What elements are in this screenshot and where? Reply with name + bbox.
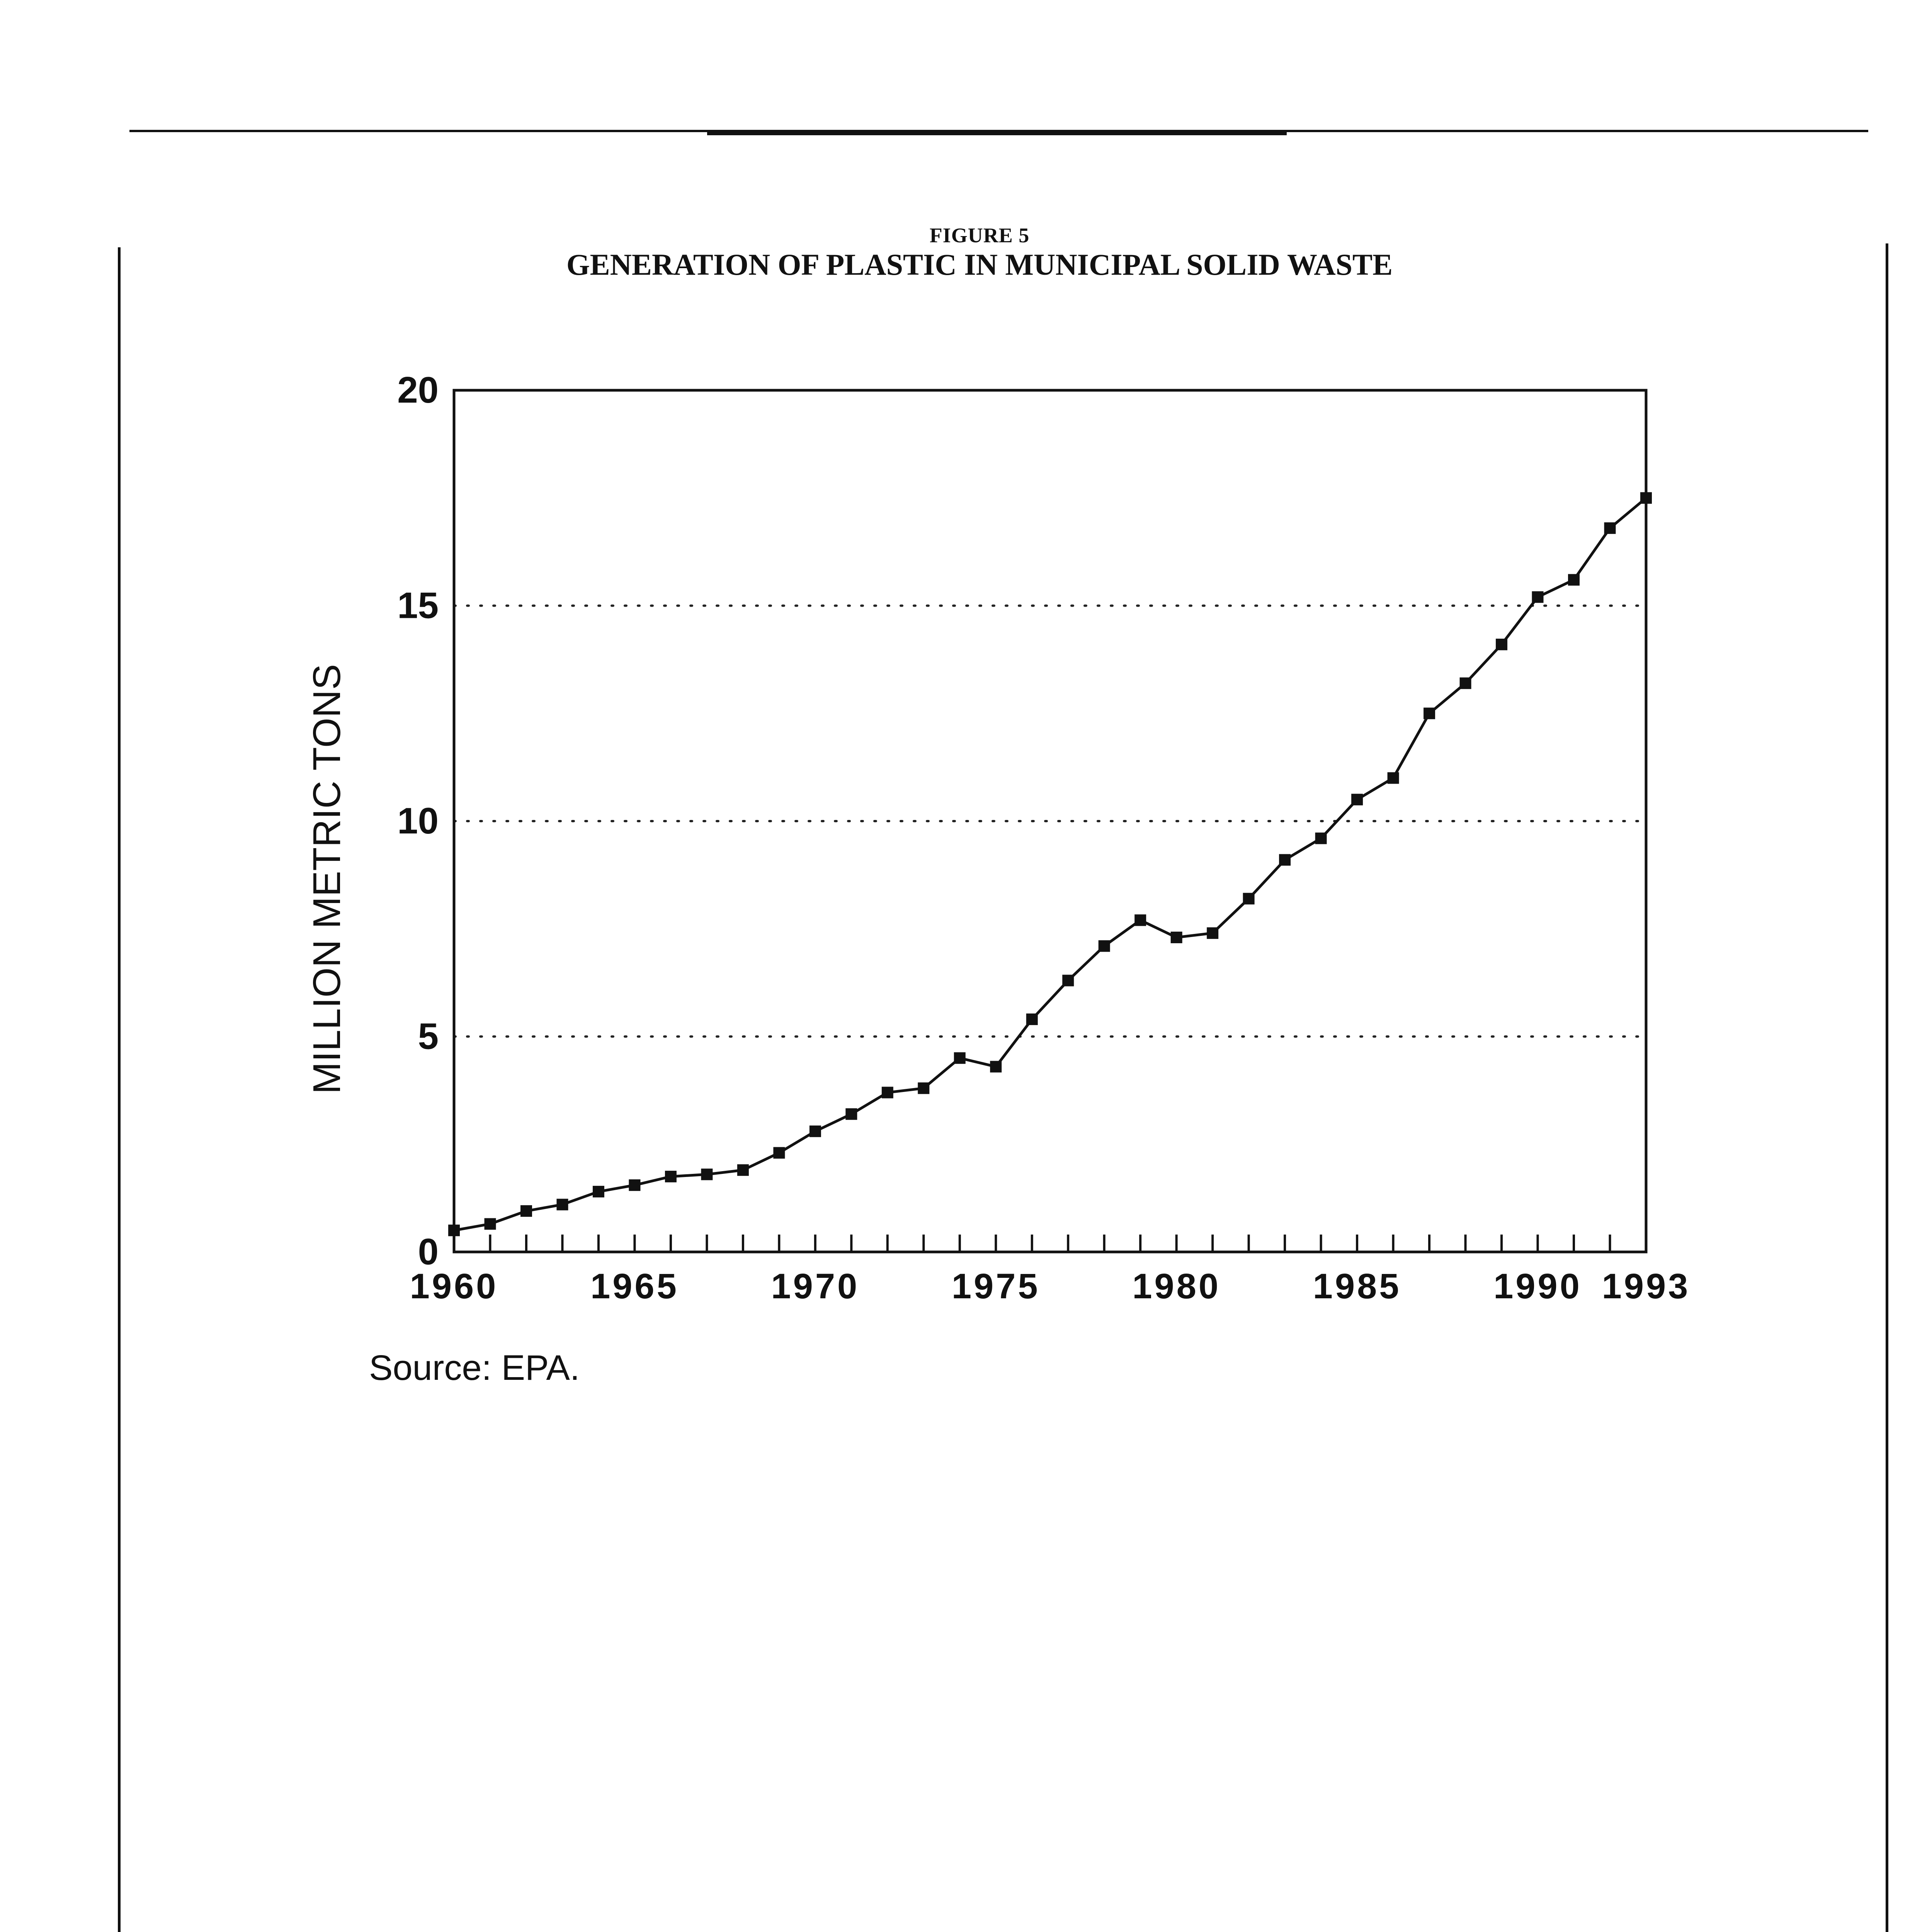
data-point-1978 [1099,940,1110,952]
data-point-1981 [1207,927,1218,939]
data-point-1980 [1171,932,1182,943]
figure-label: FIGURE 5 [929,224,1030,247]
data-point-1961 [484,1218,496,1230]
series-line [454,498,1646,1231]
figure-title: GENERATION OF PLASTIC IN MUNICIPAL SOLID WASTE [566,248,1393,281]
data-point-1993 [1640,492,1652,504]
x-tick-label-1965: 1965 [590,1267,679,1306]
x-tick-label-1990: 1990 [1493,1267,1582,1306]
data-point-1990 [1532,591,1544,603]
data-point-1968 [737,1164,749,1176]
data-point-1963 [556,1199,568,1210]
data-point-1974 [954,1052,966,1064]
data-point-1960 [448,1225,460,1236]
x-tick-label-1970: 1970 [771,1267,860,1306]
marker-layer [448,492,1652,1236]
x-tick-label-1960: 1960 [410,1267,498,1306]
data-point-1988 [1460,677,1471,689]
data-point-1991 [1568,574,1580,586]
y-tick-label-20: 20 [397,369,439,411]
grid-layer [454,606,1646,1037]
x-tick-label-layer [410,1267,1690,1306]
data-point-1964 [593,1186,604,1197]
tick-layer [454,1235,1646,1252]
data-point-1975 [990,1061,1002,1073]
y-tick-label-0: 0 [418,1231,439,1272]
y-tick-label-15: 15 [397,585,439,626]
data-point-1967 [701,1168,713,1180]
source-note: Source: EPA. [369,1348,580,1388]
x-tick-label-1975: 1975 [951,1267,1040,1306]
data-point-1982 [1243,893,1255,905]
data-point-1985 [1351,794,1363,805]
data-point-1971 [845,1108,857,1120]
y-tick-label-5: 5 [418,1015,439,1057]
x-tick-label-1980: 1980 [1132,1267,1221,1306]
data-point-1977 [1062,975,1074,986]
data-point-1984 [1315,833,1327,844]
data-point-1965 [629,1179,640,1191]
data-point-1972 [882,1087,893,1098]
x-tick-label-1993: 1993 [1602,1267,1690,1306]
data-point-1989 [1496,639,1507,650]
data-point-1970 [810,1126,821,1137]
data-point-1986 [1388,772,1399,784]
data-point-1987 [1423,707,1435,719]
data-point-1983 [1279,854,1291,866]
data-point-1976 [1026,1014,1038,1025]
y-tick-label-layer [397,369,439,1272]
data-point-1969 [773,1147,785,1159]
data-point-1973 [918,1082,929,1094]
data-point-1966 [665,1171,677,1182]
data-point-1962 [520,1205,532,1217]
y-axis-title: MILLION METRIC TONS [305,664,349,1094]
data-point-1979 [1134,914,1146,926]
line-layer [454,498,1646,1231]
x-tick-label-1985: 1985 [1313,1267,1401,1306]
y-tick-label-10: 10 [397,800,439,842]
data-point-1992 [1604,522,1616,534]
